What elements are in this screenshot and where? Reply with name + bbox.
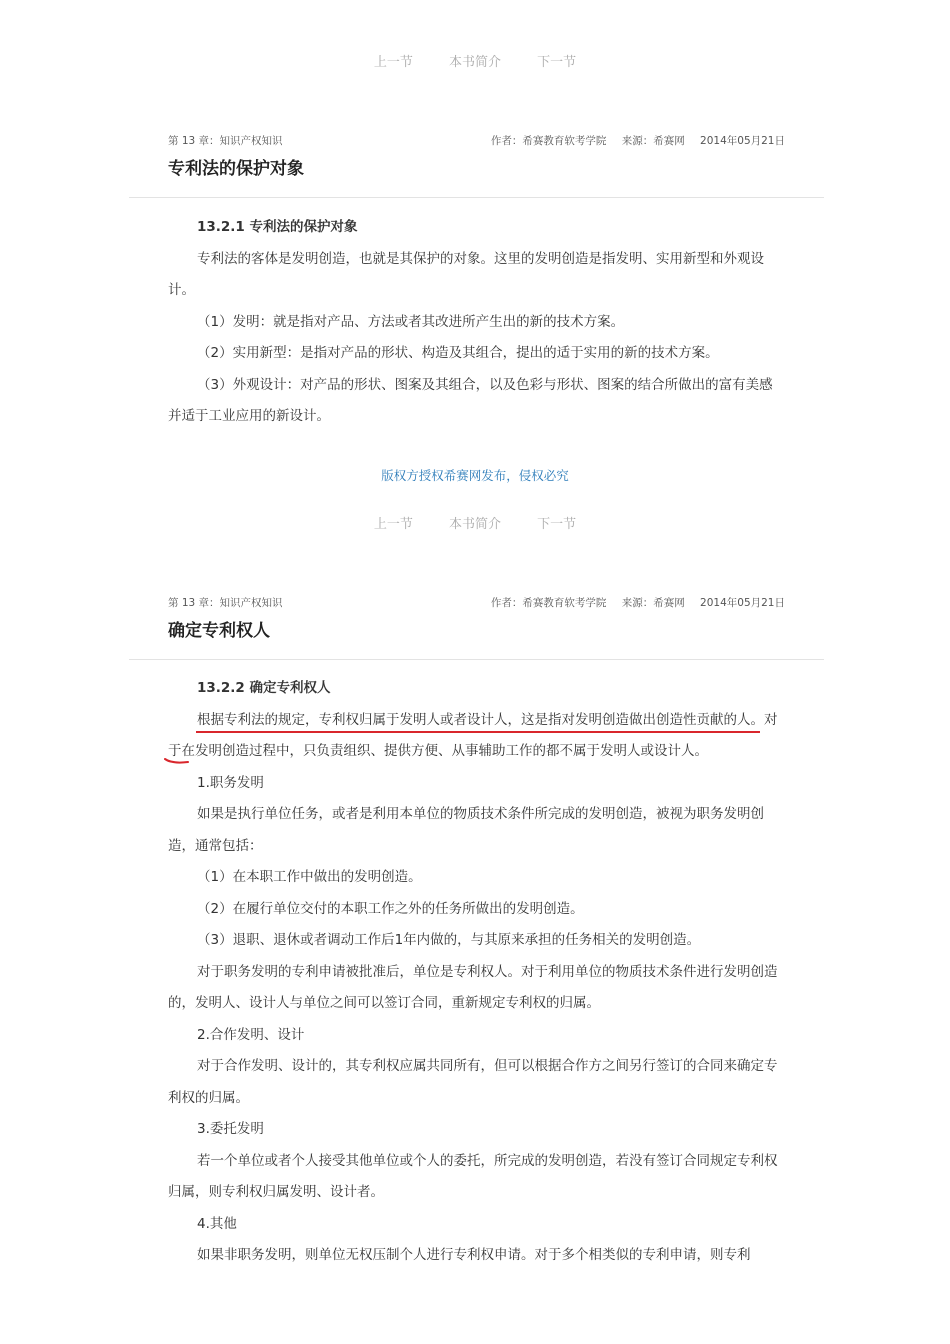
book-intro-link[interactable]: 本书简介: [448, 517, 501, 532]
paragraph: 若一个单位或者个人接受其他单位或个人的委托，所完成的发明创造，若没有签订合同规定专利权归属，则专利权归属发明、设计者。: [168, 1152, 778, 1200]
paragraph: 专利法的客体是发明创造，也就是其保护的对象。这里的发明创造是指发明、实用新型和外观设计。: [168, 250, 764, 298]
paragraph: （2）在履行单位交付的本职工作之外的任务所做出的发明创造。: [197, 900, 584, 917]
red-annotation-underline: [196, 731, 760, 733]
article-meta: [168, 133, 785, 149]
paragraph: 对于合作发明、设计的，其专利权应属共同所有，但可以根据合作方之间另行签订的合同来确定专利权的归属。: [168, 1058, 778, 1106]
meta-right: [479, 595, 785, 611]
paragraph: 2.合作发明、设计: [197, 1026, 305, 1043]
paragraph: （1）发明：就是指对产品、方法或者其改进所产生出的新的技术方案。: [197, 313, 625, 330]
author-label: 作者：希赛教育软考学院: [490, 597, 607, 609]
chapter-label: 第 13 章：知识产权知识: [168, 135, 283, 147]
next-section-link[interactable]: 下一节: [537, 55, 577, 70]
source-label: 来源：希赛网: [621, 597, 685, 609]
author-label: 作者：希赛教育软考学院: [490, 135, 607, 147]
chapter-label: 第 13 章：知识产权知识: [168, 597, 283, 609]
divider: [129, 197, 824, 198]
section-heading: 13.2.1 专利法的保护对象: [197, 219, 358, 235]
next-section-link[interactable]: 下一节: [537, 517, 577, 532]
source-label: 来源：希赛网: [621, 135, 685, 147]
paragraph: （3）退职、退休或者调动工作后1年内做的，与其原来承担的任务相关的发明创造。: [197, 932, 701, 948]
prev-section-link[interactable]: 上一节: [373, 517, 413, 532]
article-body: [168, 212, 785, 433]
paragraph: （2）实用新型：是指对产品的形状、构造及其组合，提出的适于实用的新的技术方案。: [197, 345, 719, 361]
paragraph: 如果非职务发明，则单位无权压制个人进行专利权申请。对于多个相类似的专利申请，则专利: [197, 1247, 751, 1263]
date-label: 2014年05月21日: [700, 135, 785, 147]
meta-right: [479, 133, 785, 149]
paragraph: 对于职务发明的专利申请被批准后，单位是专利权人。对于利用单位的物质技术条件进行发明创造的，发明人、设计人与单位之间可以签订合同，重新规定专利权的归属。: [168, 963, 778, 1011]
red-annotation-hook: [164, 757, 190, 765]
highlighted-paragraph: 根据专利法的规定，专利权归属于发明人或者设计人，这是指对发明创造做出创造性贡献的人。对于在发明创造过程中，只负责组织、提供方便、从事辅助工作的都不属于发明人或设计人。: [168, 711, 778, 759]
paragraph: （1）在本职工作中做出的发明创造。: [197, 869, 422, 885]
paragraph: 1.职务发明: [197, 774, 264, 791]
paragraph: 4.其他: [197, 1215, 237, 1232]
page-title: 专利法的保护对象: [168, 159, 304, 179]
page-title: 确定专利权人: [168, 621, 270, 641]
top-nav: [0, 53, 950, 73]
divider: [129, 659, 824, 660]
bottom-nav: [0, 515, 950, 535]
book-intro-link[interactable]: 本书简介: [448, 55, 501, 70]
paragraph: 如果是执行单位任务，或者是利用本单位的物质技术条件所完成的发明创造，被视为职务发明创造，通常包括：: [168, 806, 764, 854]
paragraph: 3.委托发明: [197, 1121, 264, 1137]
paragraph: （3）外观设计：对产品的形状、图案及其组合，以及色彩与形状、图案的结合所做出的富有美感并适于工业应用的新设计。: [168, 376, 773, 424]
copyright-notice: 版权方授权希赛网发布，侵权必究: [381, 468, 569, 483]
article-body: [168, 673, 785, 1272]
date-label: 2014年05月21日: [700, 597, 785, 609]
article-meta: [168, 595, 785, 611]
section-heading: 13.2.2 确定专利权人: [197, 680, 331, 696]
prev-section-link[interactable]: 上一节: [373, 55, 413, 70]
